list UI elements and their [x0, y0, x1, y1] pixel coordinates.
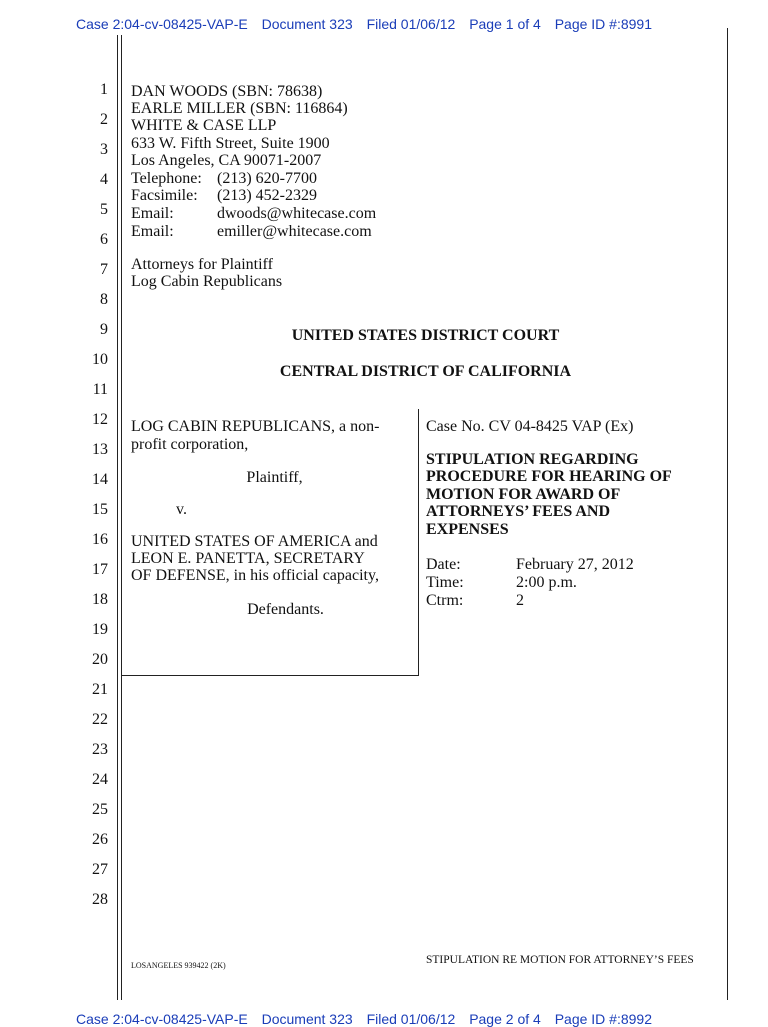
document-title-2: PROCEDURE FOR HEARING OF [426, 468, 672, 485]
email-label: Email: [131, 223, 174, 240]
client-name: Log Cabin Republicans [131, 273, 283, 290]
email-value-2: emiller@whitecase.com [217, 223, 372, 240]
courtroom: 2 [516, 592, 524, 609]
defendant-line-1: UNITED STATES OF AMERICA and [131, 533, 378, 550]
left-margin-rule-inner [121, 35, 122, 1000]
line-number: 27 [92, 861, 108, 878]
line-number: 9 [100, 321, 108, 338]
document-title-4: ATTORNEYS’ FEES AND [426, 503, 611, 520]
header-page-count: Page 2 of 4 [469, 1011, 541, 1027]
line-number: 22 [92, 711, 108, 728]
line-number: 12 [92, 411, 108, 428]
header-document-number: Document 323 [261, 16, 353, 32]
line-number: 16 [92, 531, 108, 548]
facsimile-value: (213) 452-2329 [217, 187, 317, 204]
hearing-time-label: Time: [426, 574, 464, 591]
line-number: 19 [92, 621, 108, 638]
filing-header [76, 16, 662, 32]
address-line-1: 633 W. Fifth Street, Suite 1900 [131, 135, 330, 152]
defendant-line-3: OF DEFENSE, in his official capacity, [131, 567, 379, 584]
document-title-1: STIPULATION REGARDING [426, 451, 639, 468]
footer-title: STIPULATION RE MOTION FOR ATTORNEY’S FEES [426, 954, 694, 966]
court-name: UNITED STATES DISTRICT COURT [291, 327, 560, 344]
header-case-number: Case 2:04-cv-08425-VAP-E [76, 16, 248, 32]
line-number: 1 [100, 81, 108, 98]
line-number: 8 [100, 291, 108, 308]
line-number: 5 [100, 201, 108, 218]
line-number: 21 [92, 681, 108, 698]
header-page-id: Page ID #:8991 [554, 16, 652, 32]
line-number: 18 [92, 591, 108, 608]
header-page-count: Page 1 of 4 [469, 16, 541, 32]
email-value-1: dwoods@whitecase.com [217, 205, 377, 222]
line-number: 11 [92, 381, 108, 398]
counsel-name-1: DAN WOODS (SBN: 78638) [131, 83, 323, 100]
header-filed-date: Filed 01/06/12 [366, 1011, 456, 1027]
line-number: 26 [92, 831, 108, 848]
versus: v. [176, 501, 187, 518]
left-margin-rule [117, 35, 118, 1000]
header-document-number: Document 323 [261, 1011, 353, 1027]
email-label: Email: [131, 205, 174, 222]
address-line-2: Los Angeles, CA 90071-2007 [131, 152, 322, 169]
plaintiff-role: Plaintiff, [246, 469, 303, 486]
line-number: 14 [92, 471, 108, 488]
line-number: 7 [100, 261, 108, 278]
caption-bottom-rule [122, 675, 419, 676]
telephone-value: (213) 620-7700 [217, 170, 317, 187]
facsimile-label: Facsimile: [131, 187, 198, 204]
hearing-time: 2:00 p.m. [516, 574, 577, 591]
attorneys-for-label: Attorneys for Plaintiff [131, 256, 273, 273]
line-number: 23 [92, 741, 108, 758]
line-number: 20 [92, 651, 108, 668]
law-firm: WHITE & CASE LLP [131, 117, 277, 134]
header-filed-date: Filed 01/06/12 [366, 16, 456, 32]
line-number: 15 [92, 501, 108, 518]
footer-doc-id: LOSANGELES 939422 (2K) [131, 961, 226, 970]
line-number: 4 [100, 171, 108, 188]
defendant-line-2: LEON E. PANETTA, SECRETARY [131, 550, 365, 567]
defendant-role: Defendants. [247, 601, 324, 618]
line-number: 6 [100, 231, 108, 248]
document-title-3: MOTION FOR AWARD OF [426, 486, 621, 503]
telephone-label: Telephone: [131, 170, 202, 187]
plaintiff-name-2: profit corporation, [131, 436, 249, 453]
line-number: 10 [92, 351, 108, 368]
line-number: 28 [92, 891, 108, 908]
hearing-date: February 27, 2012 [516, 556, 634, 573]
line-number: 24 [92, 771, 108, 788]
counsel-name-2: EARLE MILLER (SBN: 116864) [131, 100, 348, 117]
caption-divider [418, 409, 419, 675]
line-number: 17 [92, 561, 108, 578]
right-margin-rule [727, 28, 728, 1000]
courtroom-label: Ctrm: [426, 592, 464, 609]
header-page-id: Page ID #:8992 [554, 1011, 652, 1027]
hearing-date-label: Date: [426, 556, 461, 573]
court-district: CENTRAL DISTRICT OF CALIFORNIA [279, 363, 572, 380]
header-case-number: Case 2:04-cv-08425-VAP-E [76, 1011, 248, 1027]
document-title-5: EXPENSES [426, 521, 509, 538]
line-number: 13 [92, 441, 108, 458]
next-page-filing-header [76, 1011, 662, 1027]
line-number: 3 [100, 141, 108, 158]
line-number: 2 [100, 111, 108, 128]
plaintiff-name-1: LOG CABIN REPUBLICANS, a non- [131, 418, 380, 435]
case-number: Case No. CV 04-8425 VAP (Ex) [426, 418, 634, 435]
line-number: 25 [92, 801, 108, 818]
